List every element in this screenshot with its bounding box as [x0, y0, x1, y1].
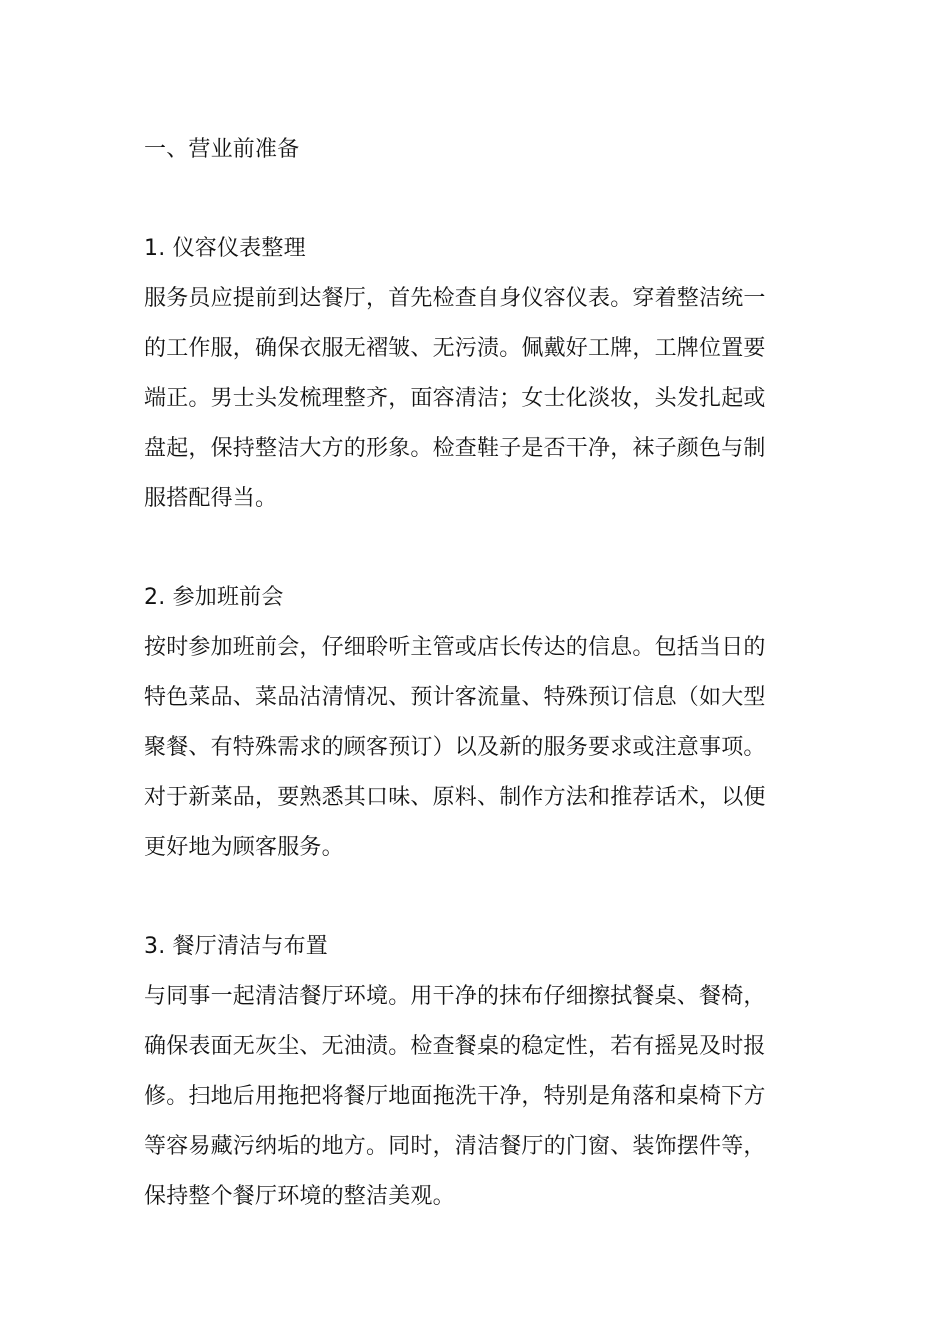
item-heading: 1. 仪容仪表整理: [144, 236, 306, 261]
section-title: 一、营业前准备: [144, 137, 300, 162]
paragraph-line: 确保表面无灰尘、无油渍。检查餐桌的稳定性，若有摇晃及时报: [144, 1034, 766, 1059]
paragraph-line: 与同事一起清洁餐厅环境。用干净的抹布仔细擦拭餐桌、餐椅，: [144, 984, 766, 1009]
paragraph-line: 保持整个餐厅环境的整洁美观。: [144, 1184, 455, 1209]
paragraph-line: 按时参加班前会，仔细聆听主管或店长传达的信息。包括当日的: [144, 635, 766, 660]
paragraph-line: 端正。男士头发梳理整齐，面容清洁；女士化淡妆，头发扎起或: [144, 386, 766, 411]
paragraph-line: 服搭配得当。: [144, 486, 278, 511]
paragraph-line: 更好地为顾客服务。: [144, 835, 344, 860]
paragraph-line: 盘起，保持整洁大方的形象。检查鞋子是否干净，袜子颜色与制: [144, 436, 766, 461]
paragraph-line: 的工作服，确保衣服无褶皱、无污渍。佩戴好工牌，工牌位置要: [144, 336, 766, 361]
paragraph-line: 对于新菜品，要熟悉其口味、原料、制作方法和推荐话术，以便: [144, 785, 766, 810]
item-heading: 3. 餐厅清洁与布置: [144, 934, 328, 959]
paragraph-line: 修。扫地后用拖把将餐厅地面拖洗干净，特别是角落和桌椅下方: [144, 1084, 766, 1109]
paragraph-line: 服务员应提前到达餐厅，首先检查自身仪容仪表。穿着整洁统一: [144, 286, 766, 311]
item-heading: 2. 参加班前会: [144, 585, 284, 610]
paragraph-line: 聚餐、有特殊需求的顾客预订）以及新的服务要求或注意事项。: [144, 735, 766, 760]
paragraph-line: 等容易藏污纳垢的地方。同时，清洁餐厅的门窗、装饰摆件等，: [144, 1134, 766, 1159]
paragraph-line: 特色菜品、菜品沽清情况、预计客流量、特殊预订信息（如大型: [144, 685, 766, 710]
